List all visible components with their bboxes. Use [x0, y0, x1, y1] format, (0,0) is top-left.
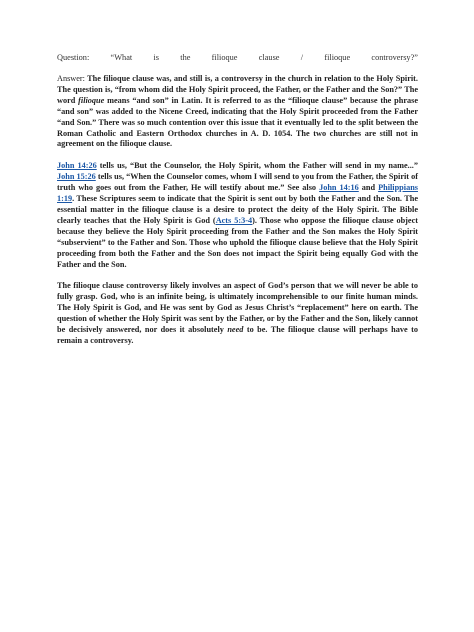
question-word: is	[153, 53, 159, 62]
paragraph-text: The filioque clause controversy likely involves an aspect of God’s person that we will never be able to fully grasp. God, who is an infinite being, is ultimately incomprehensible to our finite human minds. The Holy Spirit is God, and He was sent by God as Jesus Christ’s “replacement” here on earth. The question of whether the Holy Spirit was sent by the Father, or by the Father and the Son, likely cannot be decisively answered, nor does it absolutely	[57, 281, 418, 335]
link-john-14-26[interactable]: John 14:26	[57, 161, 97, 171]
paragraph-text: to be. The filioque clause will perhaps have to remain a controversy.	[57, 325, 419, 345]
link-acts-5-3-4[interactable]: Acts 5:3-4	[215, 215, 253, 225]
document-page	[57, 52, 418, 358]
link-philippians-1-19[interactable]: Philippians 1:19	[57, 183, 418, 204]
question-word: the	[180, 53, 191, 62]
question-word: clause	[258, 53, 280, 62]
link-john-14-16[interactable]: John 14:16	[319, 183, 359, 193]
answer-paragraph	[57, 74, 418, 150]
question-word: filioque	[324, 53, 351, 62]
question-word: /	[300, 53, 304, 62]
conclusion-emphasis: need	[227, 325, 244, 335]
answer-text: The filioque clause was, and still is, a controversy in the church in relation to the Holy Spirit. The question is, “from whom did the Holy Spirit proceed, the Father, or the Father and the Son?” The word	[57, 74, 418, 105]
question-word: Question:	[57, 53, 90, 62]
link-john-15-26[interactable]: John 15:26	[57, 172, 96, 182]
question-word: filioque	[211, 53, 238, 62]
conclusion-paragraph	[57, 281, 418, 346]
answer-label: Answer:	[57, 74, 85, 83]
paragraph-text: . These Scriptures seem to indicate that the Spirit is sent out by both the Father and the Son. The essential matter in the filioque clause is a desire to protect the deity of the Holy Spirit. The Bible clearly teaches that the Holy Spirit is God (	[57, 194, 418, 225]
scripture-paragraph	[57, 161, 418, 270]
question-line	[57, 52, 418, 63]
paragraph-text: ). Those who oppose the filioque clause object because they believe the Holy Spirit proceeding from the Father and the Son makes the Holy Spirit “subservient” to the Father and Son. Those who uphold the filioque clause believe that the Holy Spirit proceeding from both the Father and the Son does not impact the Spirit being equally God with the Father and the Son.	[57, 215, 419, 269]
paragraph-text: and	[358, 183, 379, 193]
question-word: “What	[110, 53, 133, 62]
answer-text: means “and son” in Latin. It is referred to as the “filioque clause” because the phrase “and son” was added to the Nicene Creed, indicating that the Holy Spirit proceeded from the Father “and Son.” There was so much contention over this issue that it eventually led to the split between the Roman Catholic and Eastern Orthodox churches in A. D. 1054. The two churches are still not in agreement on the filioque clause.	[57, 95, 418, 149]
paragraph-text: tells us, “But the Counselor, the Holy Spirit, whom the Father will send in my name...”	[96, 161, 418, 171]
question-word: controversy?”	[371, 53, 418, 62]
paragraph-text: tells us, “When the Counselor comes, whom I will send to you from the Father, the Spirit of truth who goes out from the Father, He will testify about me.” See also	[57, 172, 418, 193]
answer-emphasis: filioque	[78, 95, 105, 105]
